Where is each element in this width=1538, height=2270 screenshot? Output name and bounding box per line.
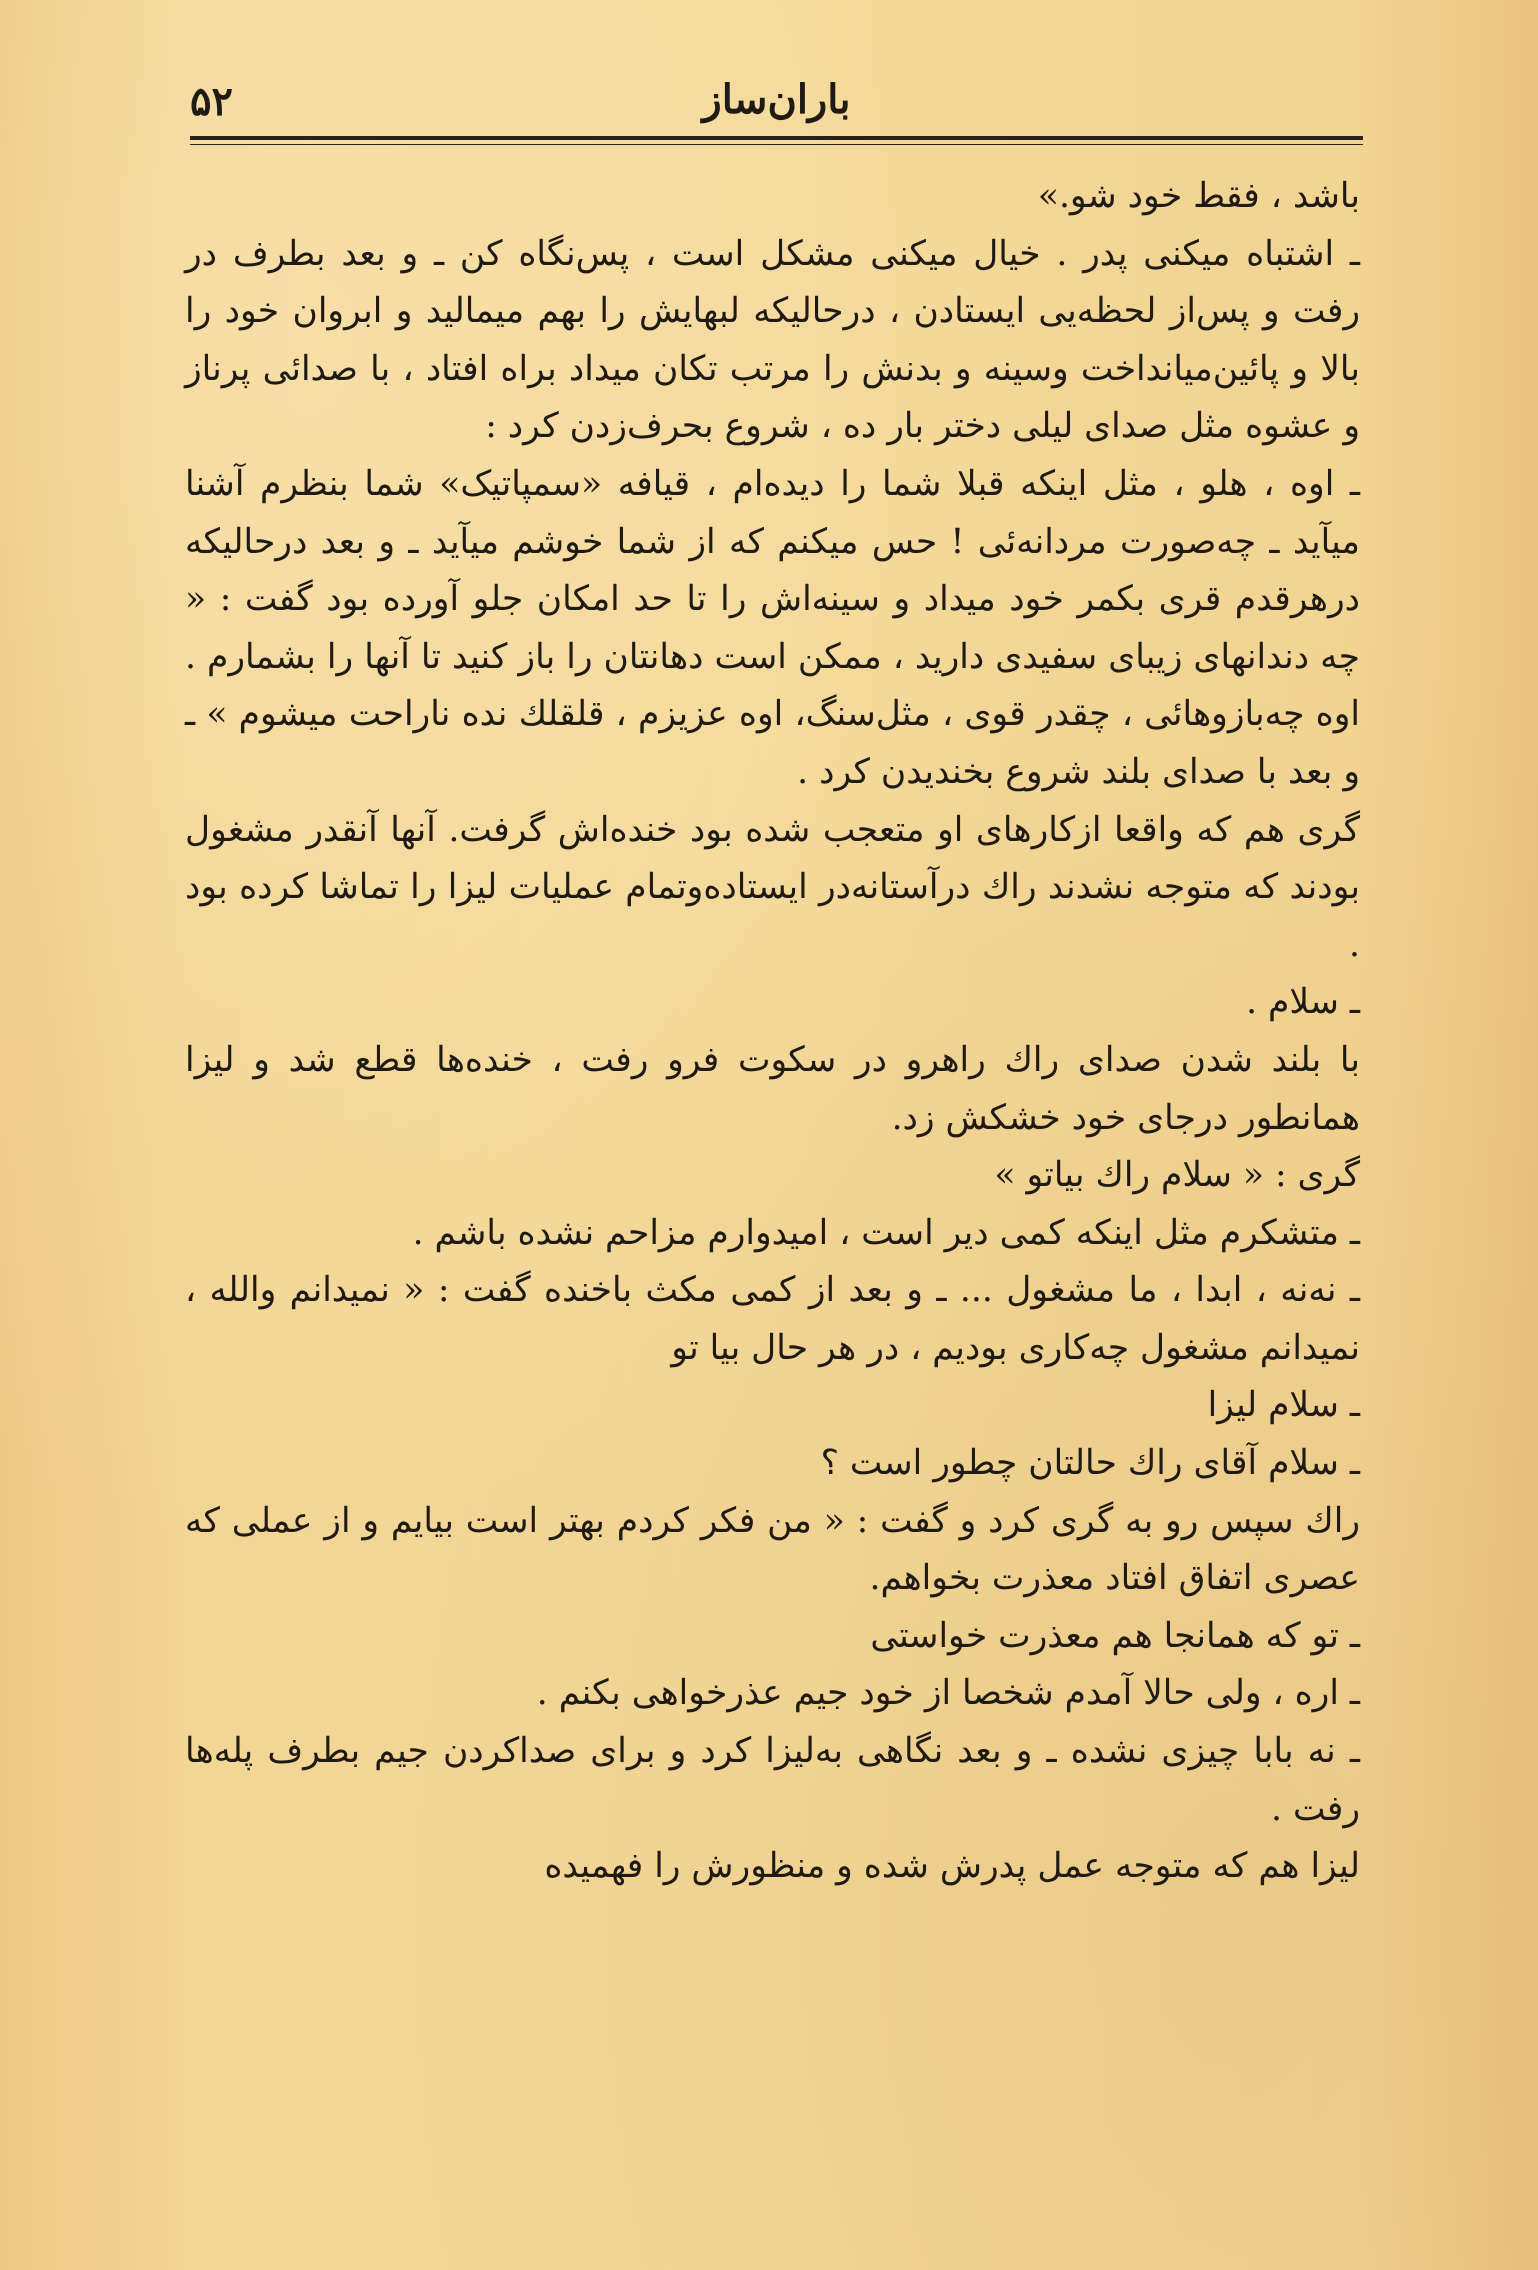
paragraph: ـ نه‌نه ، ابدا ، ما مشغول ... ـ و بعد از کمی مکث باخنده گفت : « نمیدانم والله ، نمیدانم مشغول چه‌کاری بودیم ، در هر حال بیا تو (185, 1270, 1360, 1368)
paragraph: ـ نه بابا چیزی نشده ـ و بعد نگاهی به‌لیزا کرد و برای صداکردن جیم بطرف پله‌ها رفت . (185, 1731, 1360, 1829)
paragraph: گری هم که واقعا ازکارهای او متعجب شده بود خنده‌اش گرفت. آنها آنقدر مشغول بودند که متوجه نشدند راك درآستانه‌در ایستاده‌وتمام عملیات لیزا را تماشا کرده بود . (185, 809, 1360, 965)
paragraph: ـ اشتباه میکنی پدر . خیال میکنی مشکل است ، پس‌نگاه کن ـ و بعد بطرف در رفت و پس‌از لحظه‌یی ایستادن ، درحالیکه لبهایش را بهم میمالید و ابروان خود را بالا و پائین‌میانداخت وسینه و بدنش را مرتب تکان میداد براه افتاد ، با صدائی پرناز و عشوه مثل صدای لیلی دختر بار ده ، شروع بحرف‌زدن کرد : (185, 233, 1360, 447)
page-number: ۵۲ (190, 78, 233, 125)
paragraph: ـ سلام آقای راك حالتان چطور است ؟ (820, 1443, 1360, 1484)
paragraph: ـ متشکرم مثل اینکه کمی دیر است ، امیدوارم مزاحم نشده باشم . (412, 1212, 1360, 1253)
paragraph: ـ اوه ، هلو ، مثل اینکه قبلا شما را دیده‌ام ، قیافه «سمپاتیک» شما بنظرم آشنا میآید ـ چه‌صورت مردانه‌ئی ! حس میکنم که از شما خوشم میآید ـ و بعد درحالیکه درهرقدم قری بکمر خود میداد و سینه‌اش را تا حد امکان جلو آورده بود گفت : « چه دندانهای زیبای سفیدی دارید ، ممکن است دهانتان را باز کنید تا آنها را بشمارم . اوه چه‌بازوهائی ، چقدر قوی ، مثل‌سنگ، اوه عزیزم ، قلقلك نده ناراحت میشوم » ـ و بعد با صدای بلند شروع بخندیدن کرد . (185, 463, 1360, 792)
paragraph: راك سپس رو به گری کرد و گفت : « من فکر کردم بهتر است بیایم و از عملی که عصری اتفاق افتاد معذرت بخواهم. (185, 1500, 1360, 1599)
page-header (190, 70, 1363, 140)
paragraph: ـ سلام لیزا (1207, 1385, 1360, 1426)
header-rule (190, 136, 1363, 140)
paragraph: لیزا هم که متوجه عمل پدرش شده و منظورش را فهمیده (544, 1846, 1360, 1887)
header-rule-thin (190, 144, 1363, 145)
running-title: باران‌ساز (702, 76, 851, 123)
paragraph: با بلند شدن صدای راك راهرو در سکوت فرو رفت ، خنده‌ها قطع شد و لیزا همانطور درجای خود خشکش زد. (185, 1039, 1360, 1138)
paragraph: ـ اره ، ولی حالا آمدم شخصا از خود جیم عذرخواهی بکنم . (536, 1673, 1360, 1714)
body-text (185, 168, 1360, 1896)
paragraph: گری : « سلام راك بیاتو » (994, 1155, 1360, 1196)
paragraph: ـ سلام . (1246, 982, 1360, 1023)
paragraph: ـ تو که همانجا هم معذرت خواستی (870, 1615, 1360, 1656)
paragraph: باشد ، فقط خود شو.» (1037, 176, 1360, 216)
